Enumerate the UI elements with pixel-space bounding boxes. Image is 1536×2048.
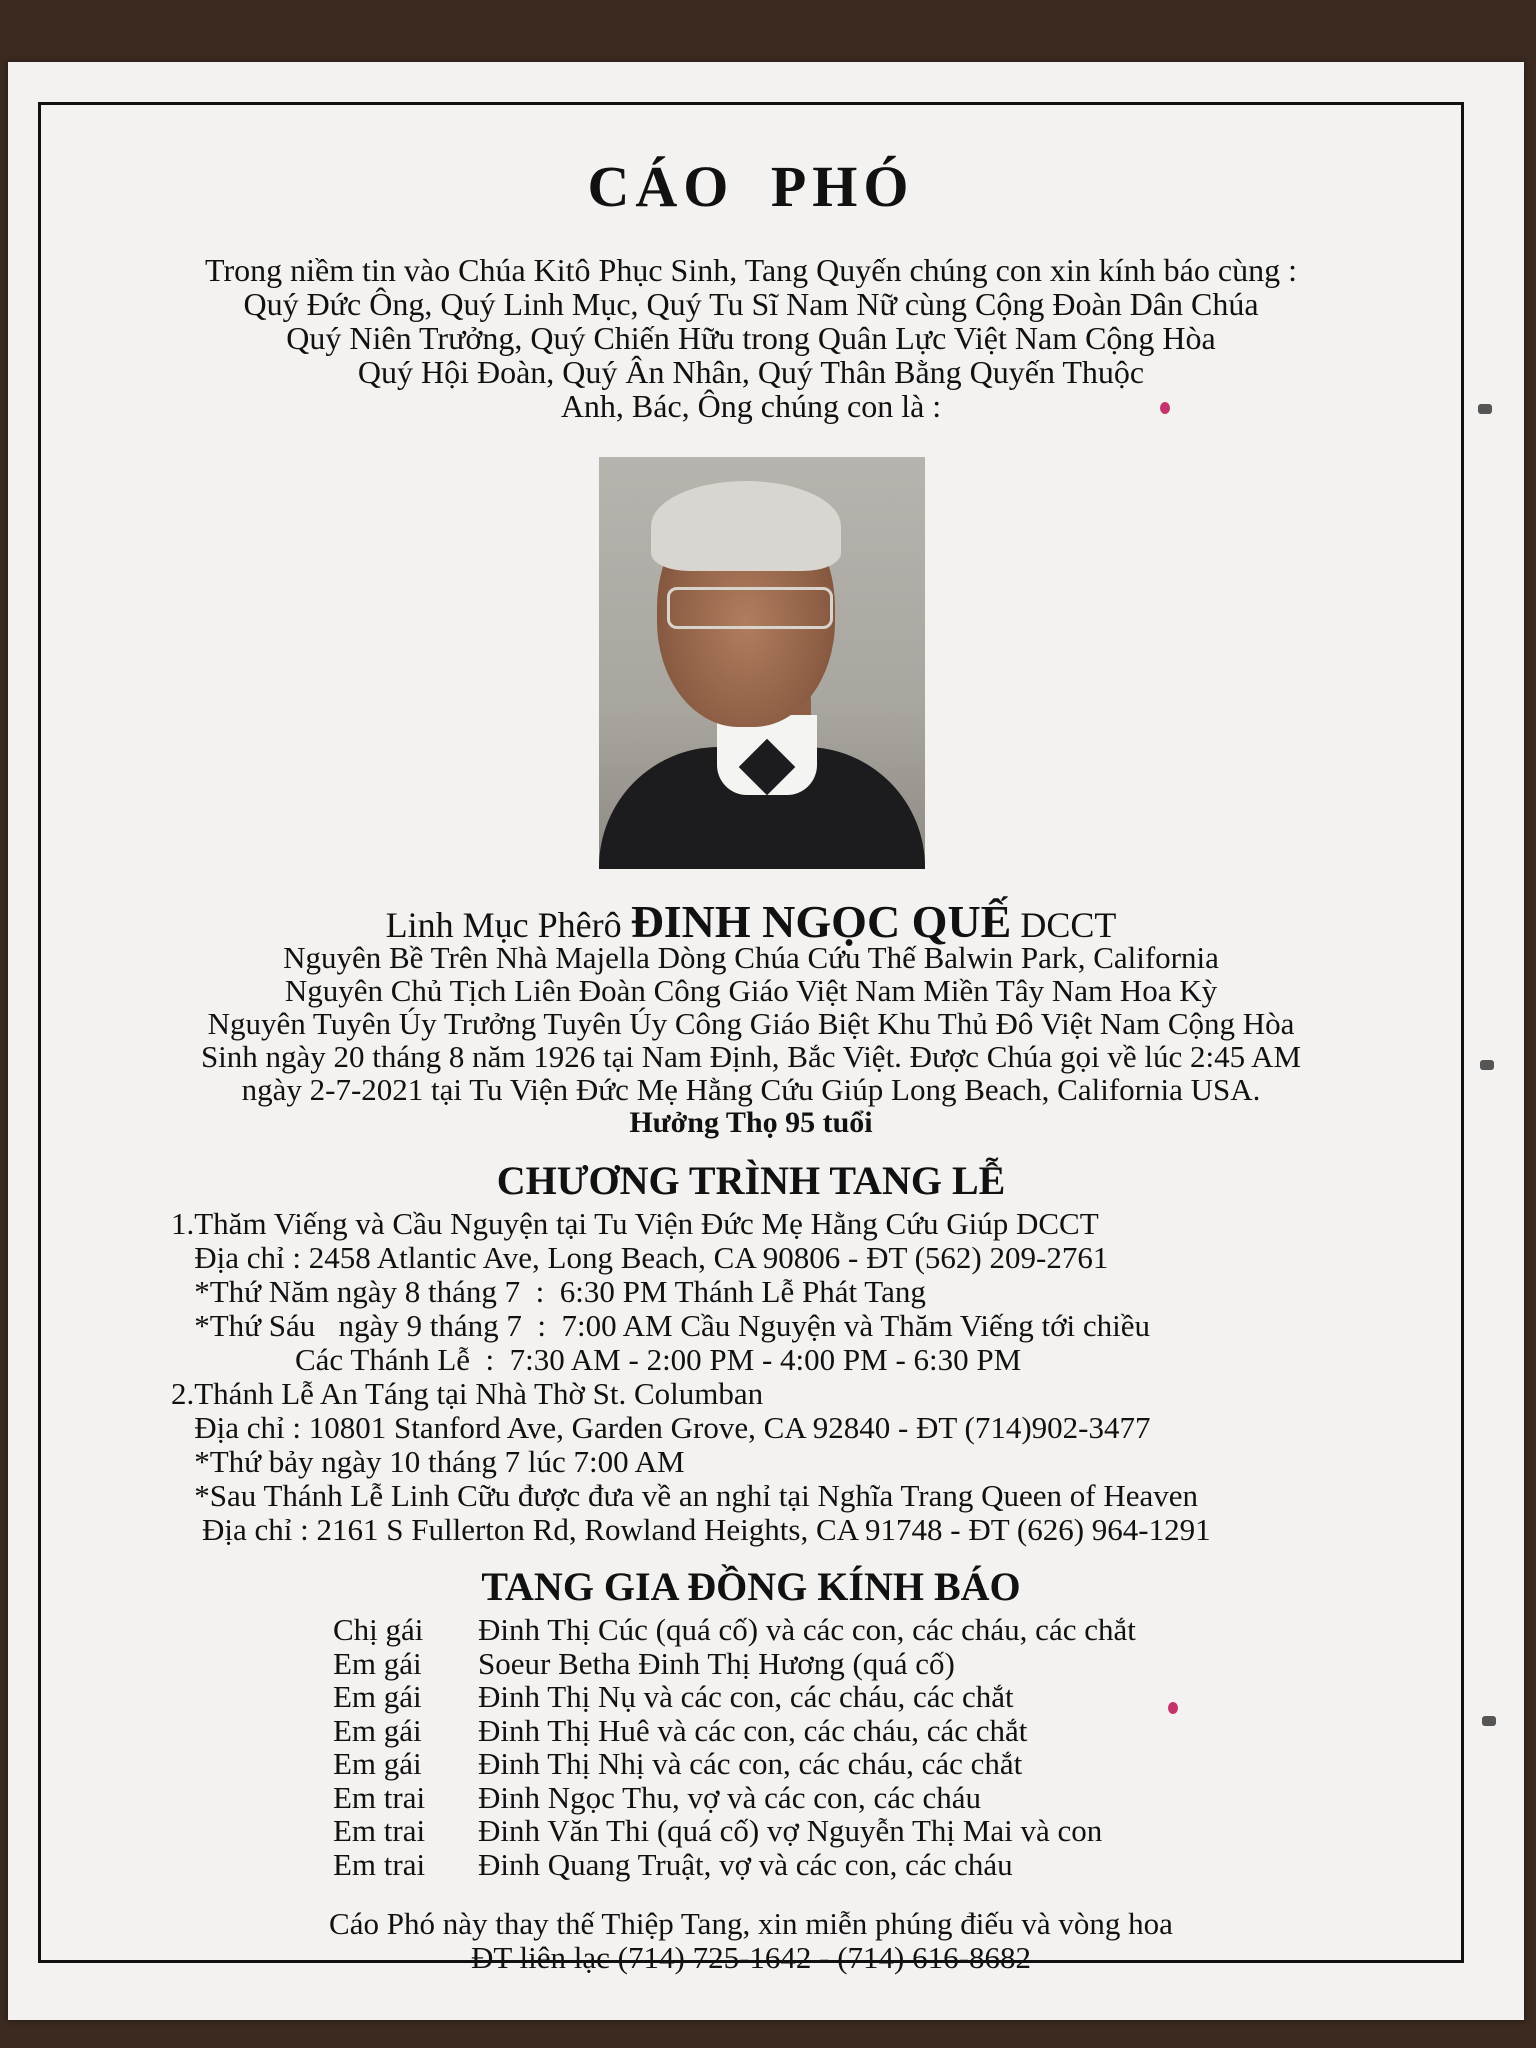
page-title: CÁO PHÓ [587,154,915,219]
intro-block [61,253,1441,423]
family-row [333,1814,1136,1848]
family-relation: Em gái [333,1645,422,1681]
program-line: *Sau Thánh Lễ Linh Cữu được đưa về an nghỉ tại Nghĩa Trang Queen of Heaven [171,1478,1199,1513]
obituary-paper [8,62,1524,2020]
bio-line: Sinh ngày 20 tháng 8 năm 1926 tại Nam Định, Bắc Việt. Được Chúa gọi về lúc 2:45 AM [200,1039,1302,1074]
program-line: Địa chỉ : 10801 Stanford Ave, Garden Grove, CA 92840 - ĐT (714)902-3477 [171,1410,1151,1445]
intro-line: Quý Hội Đoàn, Quý Ân Nhân, Quý Thân Bằng Quyến Thuộc [357,354,1145,390]
intro-line: Anh, Bác, Ông chúng con là : [560,388,942,424]
family-row [333,1647,1136,1681]
family-relation: Em gái [333,1746,422,1781]
family-row [333,1680,1136,1714]
family-row [333,1781,1136,1815]
family-relation: Em gái [333,1712,422,1748]
binder-clip [1478,404,1492,414]
family-relation: Chị gái [333,1612,424,1647]
program-line: Địa chỉ : 2161 S Fullerton Rd, Rowland Heights, CA 91748 - ĐT (626) 964-1291 [171,1512,1211,1547]
family-relation: Em trai [333,1813,426,1848]
binder-clip [1480,1060,1494,1070]
family-row [333,1714,1136,1748]
name-main: ĐINH NGỌC QUẾ [630,896,1012,947]
family-relation: Em trai [333,1779,426,1815]
family-names: Đinh Thị Cúc (quá cố) và các con, các cháu, các chắt [478,1612,1136,1647]
name-prefix: Linh Mục Phêrô [385,905,622,945]
family-row [333,1613,1136,1647]
family-names: Đinh Văn Thi (quá cố) vợ Nguyễn Thị Mai và con [478,1813,1103,1848]
paper-speck [1160,402,1170,414]
footer-block [41,1907,1461,1975]
bio-line: ngày 2-7-2021 tại Tu Viện Đức Mẹ Hằng Cứu Giúp Long Beach, California USA. [241,1072,1261,1107]
family-names: Đinh Ngọc Thu, vợ và các con, các cháu [478,1779,982,1815]
family-title: TANG GIA ĐỒNG KÍNH BÁO [481,1564,1021,1609]
program-line: *Thứ bảy ngày 10 tháng 7 lúc 7:00 AM [171,1444,685,1479]
intro-line: Quý Đức Ông, Quý Linh Mục, Quý Tu Sĩ Nam Nữ cùng Cộng Đoàn Dân Chúa [243,286,1259,322]
binder-clip [1482,1716,1496,1726]
portrait-hair [651,481,841,571]
family-row [333,1848,1136,1882]
program-line: *Thứ Năm ngày 8 tháng 7 : 6:30 PM Thánh Lễ Phát Tang [171,1274,926,1309]
family-names: Soeur Betha Đinh Thị Hương (quá cố) [478,1645,955,1681]
family-names: Đinh Thị Nhị và các con, các cháu, các chắt [478,1746,1023,1781]
program-line: 2.Thánh Lễ An Táng tại Nhà Thờ St. Columban [171,1376,764,1411]
age-line: Hưởng Thọ 95 tuổi [629,1106,873,1139]
program-line: Địa chỉ : 2458 Atlantic Ave, Long Beach, CA 90806 - ĐT (562) 209-2761 [171,1240,1109,1275]
page-border [38,102,1464,1975]
program-line: *Thứ Sáu ngày 9 tháng 7 : 7:00 AM Cầu Nguyện và Thăm Viếng tới chiều [171,1308,1151,1343]
footer-line: Cáo Phó này thay thế Thiệp Tang, xin miễn phúng điếu và vòng hoa [329,1906,1173,1941]
family-names: Đinh Thị Nụ và các con, các cháu, các chắt [478,1679,1014,1714]
name-suffix: DCCT [1020,905,1117,945]
family-names: Đinh Thị Huê và các con, các cháu, các chắt [478,1712,1028,1748]
bio-line: Nguyên Chủ Tịch Liên Đoàn Công Giáo Việt Nam Miền Tây Nam Hoa Kỳ [284,973,1218,1008]
family-row [333,1747,1136,1781]
intro-line: Trong niềm tin vào Chúa Kitô Phục Sinh, Tang Quyến chúng con xin kính báo cùng : [205,252,1297,288]
footer-line: ĐT liên lạc (714) 725-1642 - (714) 616-8682 [471,1940,1031,1975]
family-names: Đinh Quang Truật, vợ và các con, các cháu [478,1846,1013,1882]
bio-line: Nguyên Tuyên Úy Trưởng Tuyên Úy Công Giáo Biệt Khu Thủ Đô Việt Nam Cộng Hòa [207,1006,1295,1041]
program-line: 1.Thăm Viếng và Cầu Nguyện tại Tu Viện Đức Mẹ Hằng Cứu Giúp DCCT [171,1206,1099,1241]
intro-line: Quý Niên Trưởng, Quý Chiến Hữu trong Quân Lực Việt Nam Cộng Hòa [286,320,1216,356]
family-list [333,1613,1136,1881]
portrait-glasses [667,587,833,629]
program-line: Các Thánh Lễ : 7:30 AM - 2:00 PM - 4:00 PM - 6:30 PM [171,1342,1022,1377]
family-relation: Em gái [333,1679,422,1714]
portrait-photo [599,457,925,869]
program-list [171,1207,1211,1547]
bio-line: Nguyên Bề Trên Nhà Majella Dòng Chúa Cứu Thế Balwin Park, California [283,940,1219,975]
bio-block [61,941,1441,1139]
family-relation: Em trai [333,1846,426,1882]
program-title: CHƯƠNG TRÌNH TANG LỄ [496,1158,1006,1203]
paper-speck [1168,1702,1178,1714]
